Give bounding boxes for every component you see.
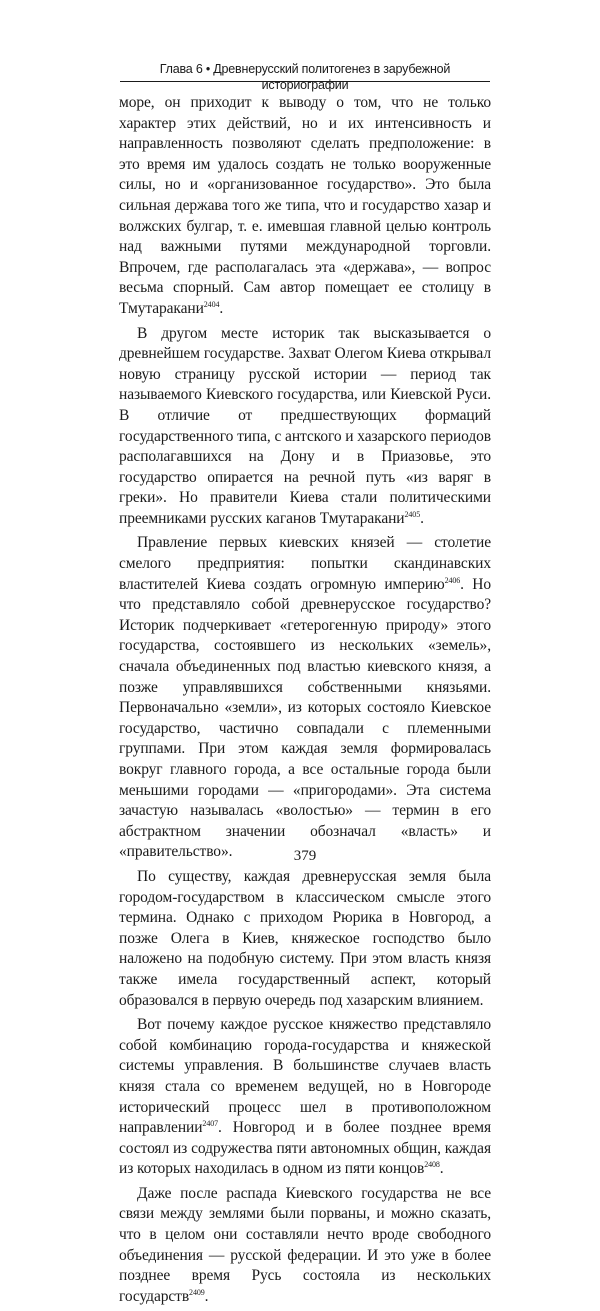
footnote-ref[interactable]: 2408	[424, 1160, 440, 1170]
paragraph-3	[119, 533, 491, 863]
running-head: Глава 6 • Древнерусский политогенез в зарубежной историографии	[159, 62, 451, 92]
paragraph-tail: .	[219, 299, 224, 317]
paragraph-text: Вот почему каждое русское княжество представляло собой комбинацию города-государства и княжеской системы управления. В большинстве случаев власть князя стала со временем ведущей, но в Новгороде исторический процесс шел в противоположном направлении	[119, 1016, 491, 1137]
paragraph-2	[119, 324, 491, 530]
header-rule	[120, 81, 490, 82]
paragraph-text: Даже после распада Киевского государства не все связи между землями были порваны, и можно сказать, что в целом они составляли нечто вроде свободного объединения — русской федерации. И это уже в более позднее время Русь состояла из нескольких государств	[119, 1184, 491, 1305]
footnote-ref[interactable]: 2406	[444, 575, 461, 585]
footnote-ref[interactable]: 2409	[189, 1287, 205, 1297]
paragraph-4	[119, 867, 491, 1011]
footnote-ref[interactable]: 2407	[202, 1119, 219, 1129]
paragraph-text: По существу, каждая древнерусская земля была городом-государством в классическом смысле этого термина. Однако с приходом Рюрика в Новгород, а позже Олега в Киев, княжеское господство было наложено на подобную систему. При этом власть князя также имела государственный аспект, который образовался в первую очередь под хазарским влиянием.	[119, 867, 491, 1009]
paragraph-tail: .	[439, 1160, 444, 1178]
paragraph-5	[119, 1015, 491, 1180]
paragraph-tail: .	[420, 509, 424, 527]
footnote-ref[interactable]: 2405	[404, 509, 421, 519]
paragraph-tail: . Новгород и в более позднее время состоял из содружества пяти автономных общин, каждая из которых находилась в одном из пяти концов	[119, 1119, 491, 1178]
paragraph-text: В другом месте историк так высказывается о древнейшем государстве. Захват Олегом Киева открывал новую страницу русской истории — период так называемого Киевского государства, или Киевской Руси. В отличие от предшествующих формаций государственного типа, с антского и хазарского периодов располагавшихся на Дону и в Приазовье, это государство опирается на речной путь «из варяг в греки». Но правители Киева стали политическими преемниками русских каганов Тмутаракани	[119, 324, 491, 527]
paragraph-1	[119, 93, 491, 320]
page-number: 379	[293, 848, 317, 864]
paragraph-text: Правление первых киевских князей — столетие смелого предприятия: попытки скандинавских властителей Киева создать огромную империю	[119, 534, 491, 593]
paragraph-text: море, он приходит к выводу о том, что не только характер этих действий, но и их интенсивность и направленность позволяют сделать предположение: в это время им удалось создать не только вооруженные силы, но и «организованное государство». Это была сильная держава того же типа, что и государство хазар и волжских булгар, т. е. имевшая главной целью контроль над важными путями международной торговли. Впрочем, где располагалась эта «держава», — вопрос весьма спорный. Сам автор помещает ее столицу в Тмутаракани	[119, 94, 491, 317]
body-text	[119, 93, 491, 1311]
paragraph-tail: .	[204, 1287, 209, 1305]
footnote-ref[interactable]: 2404	[203, 299, 220, 309]
paragraph-tail: . Но что представляло собой древнерусское государство? Историк подчеркивает «гетерогенную природу» этого государства, состоявшего из нескольких «земель», сначала объединенных под властью киевского князя, а позже управлявшихся собственными князьями. Первоначально «земли», из которых состояло Киевское государство, частично совпадали с племенными группами. При этом каждая земля формировалась вокруг главного города, а все остальные города были меньшими городами — «пригородами». Эта система зачастую называлась «волостью» — термин в его абстрактном значении обозначал «власть» и «правительство».	[119, 575, 492, 861]
paragraph-6	[119, 1184, 491, 1308]
